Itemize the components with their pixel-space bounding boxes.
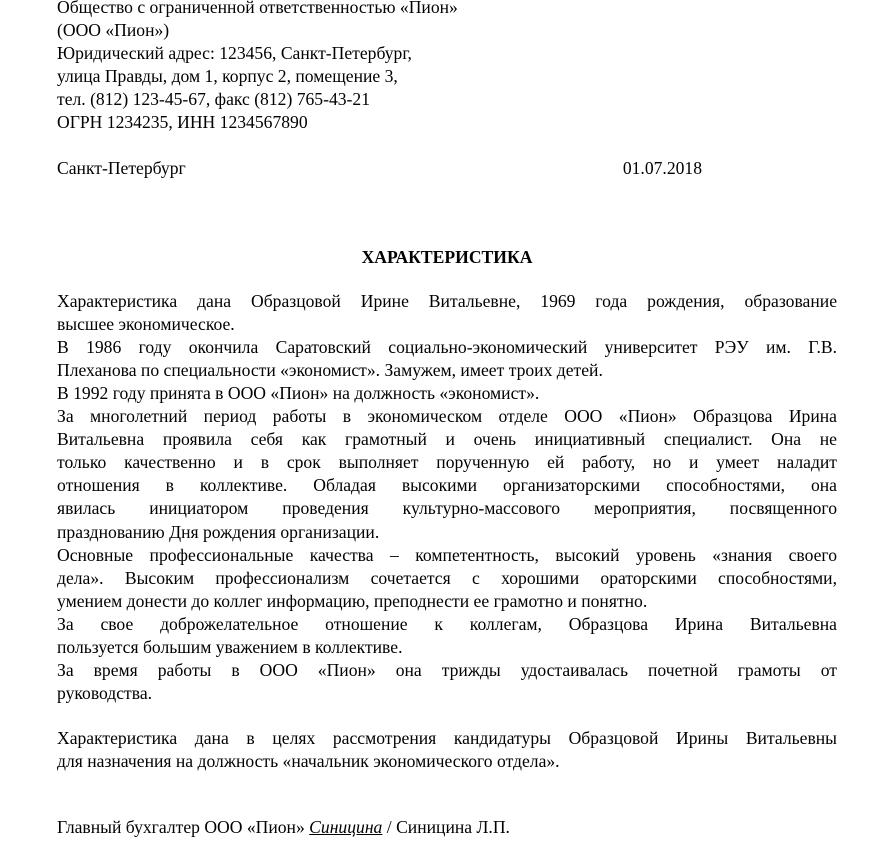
body-line: Основные профессиональные качества – компетентность, высокий уровень «знания своего: [57, 544, 837, 565]
body-line: высшее экономическое.: [57, 313, 235, 334]
place-text: Санкт-Петербург: [57, 157, 186, 178]
body-line: руководства.: [57, 683, 153, 704]
body-line: В 1992 году принята в ООО «Пион» на должность «экономист».: [57, 382, 540, 403]
company-header: [57, 0, 837, 135]
header-line-short-name: (ООО «Пион»): [57, 20, 170, 41]
header-line-company-name: Общество с ограниченной ответственностью «Пион»: [57, 0, 458, 17]
header-line-ogrn-inn: ОГРН 1234235, ИНН 1234567890: [57, 112, 308, 133]
purpose-line: для назначения на должность «начальник экономического отдела».: [57, 751, 560, 772]
body-line: За время работы в ООО «Пион» она трижды удостаивалась почетной грамоты от: [57, 660, 837, 681]
handwritten-signature: Синицина: [309, 817, 383, 838]
signer-full-name: Синицина Л.П.: [396, 817, 510, 838]
body-line: Характеристика дана Образцовой Ирине Витальевне, 1969 года рождения, образование: [57, 290, 837, 311]
body-line: За многолетний период работы в экономическом отделе ООО «Пион» Образцова Ирина: [57, 406, 837, 427]
body-line: За свое доброжелательное отношение к коллегам, Образцова Ирина Витальевна: [57, 613, 837, 634]
spacer: [57, 773, 837, 816]
document-title: ХАРАКТЕРИСТИКА: [361, 246, 533, 267]
purpose-line: Характеристика дана в целях рассмотрения кандидатуры Образцовой Ирины Витальевны: [57, 728, 837, 749]
header-line-legal-address: Юридический адрес: 123456, Санкт-Петербург,: [57, 43, 412, 64]
body-line: явилась инициатором проведения культурно-массового мероприятия, посвященного: [57, 498, 837, 519]
body-line: только качественно и в срок выполняет порученную ей работу, но и умеет наладит: [57, 452, 837, 473]
signature-separator: /: [386, 817, 392, 838]
place-date-row: [57, 157, 702, 180]
purpose-paragraph: [57, 727, 837, 773]
body-line: пользуется большим уважением в коллективе.: [57, 636, 403, 657]
body-line: Витальевна проявила себя как грамотный и очень инициативный специалист. Она не: [57, 429, 837, 450]
signer-position: Главный бухгалтер ООО «Пион»: [57, 817, 305, 838]
body-line: В 1986 году окончила Саратовский социально-экономический университет РЭУ им. Г.В.: [57, 336, 837, 357]
body-line: дела». Высоким профессионализм сочетается с хорошими ораторскими способностями,: [57, 567, 837, 588]
date-text: 01.07.2018: [622, 157, 702, 178]
header-line-street: улица Правды, дом 1, корпус 2, помещение 3,: [57, 66, 398, 87]
spacer: [57, 705, 837, 727]
body-line: отношения в коллективе. Обладая высокими организаторскими способностями, она: [57, 475, 837, 496]
header-line-phone-fax: тел. (812) 123-45-67, факс (812) 765-43-21: [57, 89, 371, 110]
characteristic-body: [57, 290, 837, 706]
body-line: празднованию Дня рождения организации.: [57, 521, 380, 542]
body-line: Плеханова по специальности «экономист». Замужем, имеет троих детей.: [57, 359, 603, 380]
signature-line: [57, 816, 837, 839]
document-page: [57, 0, 837, 840]
body-line: умением донести до коллег информацию, преподнести ее грамотно и понятно.: [57, 590, 648, 611]
